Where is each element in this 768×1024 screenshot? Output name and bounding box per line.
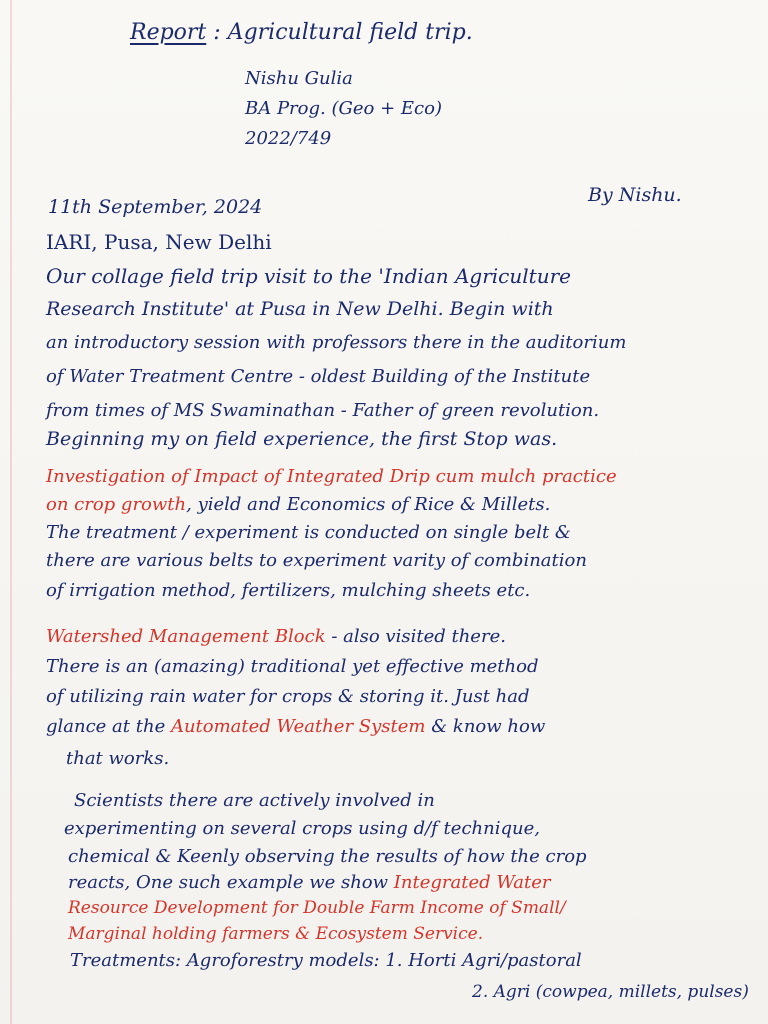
page-title <box>130 20 473 45</box>
text-line-rest: , yield and Economics of Rice & Millets. <box>186 494 551 515</box>
text-line <box>46 494 550 515</box>
trip-date: 11th September, 2024 <box>48 196 263 218</box>
text-line: of irrigation method, fertilizers, mulching sheets etc. <box>46 580 531 601</box>
text-line <box>46 716 545 737</box>
text-line: of utilizing rain water for crops & storing it. Just had <box>46 686 530 707</box>
highlighted-text: Watershed Management Block <box>46 626 326 647</box>
highlighted-text: on crop growth <box>46 494 187 515</box>
text-line: Treatments: Agroforestry models: 1. Horti Agri/pastoral <box>70 950 582 971</box>
text-line: there are various belts to experiment varity of combination <box>46 550 587 571</box>
text-line-rest: - also visited there. <box>325 626 506 647</box>
text-line: an introductory session with professors there in the auditorium <box>46 332 627 353</box>
highlighted-text: Integrated Water <box>393 872 551 893</box>
text-line: Our collage field trip visit to the 'Indian Agriculture <box>46 264 571 288</box>
text-line: experimenting on several crops using d/f technique, <box>64 818 540 839</box>
author-name: Nishu Gulia <box>245 68 353 89</box>
text-line: that works. <box>66 748 170 769</box>
roll-number: 2022/749 <box>245 128 332 149</box>
text-line: of Water Treatment Centre - oldest Building of the Institute <box>46 366 591 387</box>
highlighted-text: Automated Weather System <box>170 716 426 737</box>
highlighted-text: Marginal holding farmers & Ecosystem Service. <box>68 924 484 944</box>
text-line <box>46 626 506 647</box>
course-name: BA Prog. (Geo + Eco) <box>245 98 442 119</box>
text-line: from times of MS Swaminathan - Father of green revolution. <box>46 400 600 421</box>
text-line: Beginning my on field experience, the first Stop was. <box>46 428 558 450</box>
text-line-rest: & know how <box>425 716 546 737</box>
text-line-start: glance at the <box>46 716 171 737</box>
text-line: Research Institute' at Pusa in New Delhi. Begin with <box>46 298 554 320</box>
text-line: Scientists there are actively involved in <box>74 790 435 811</box>
text-line: The treatment / experiment is conducted on single belt & <box>46 522 571 543</box>
trip-place: IARI, Pusa, New Delhi <box>46 230 272 254</box>
report-heading: Report <box>130 20 207 45</box>
text-line: 2. Agri (cowpea, millets, pulses) <box>472 982 749 1002</box>
title-text: : Agricultural field trip. <box>213 20 473 45</box>
by-line: By Nishu. <box>588 184 682 206</box>
margin-line <box>10 0 12 1024</box>
highlighted-text: Resource Development for Double Farm Income of Small/ <box>68 898 566 918</box>
text-line: chemical & Keenly observing the results of how the crop <box>68 846 587 867</box>
text-line: There is an (amazing) traditional yet effective method <box>46 656 539 677</box>
text-line-start: reacts, One such example we show <box>68 872 394 893</box>
text-line <box>68 872 551 893</box>
highlighted-text: Investigation of Impact of Integrated Drip cum mulch practice <box>46 466 617 487</box>
